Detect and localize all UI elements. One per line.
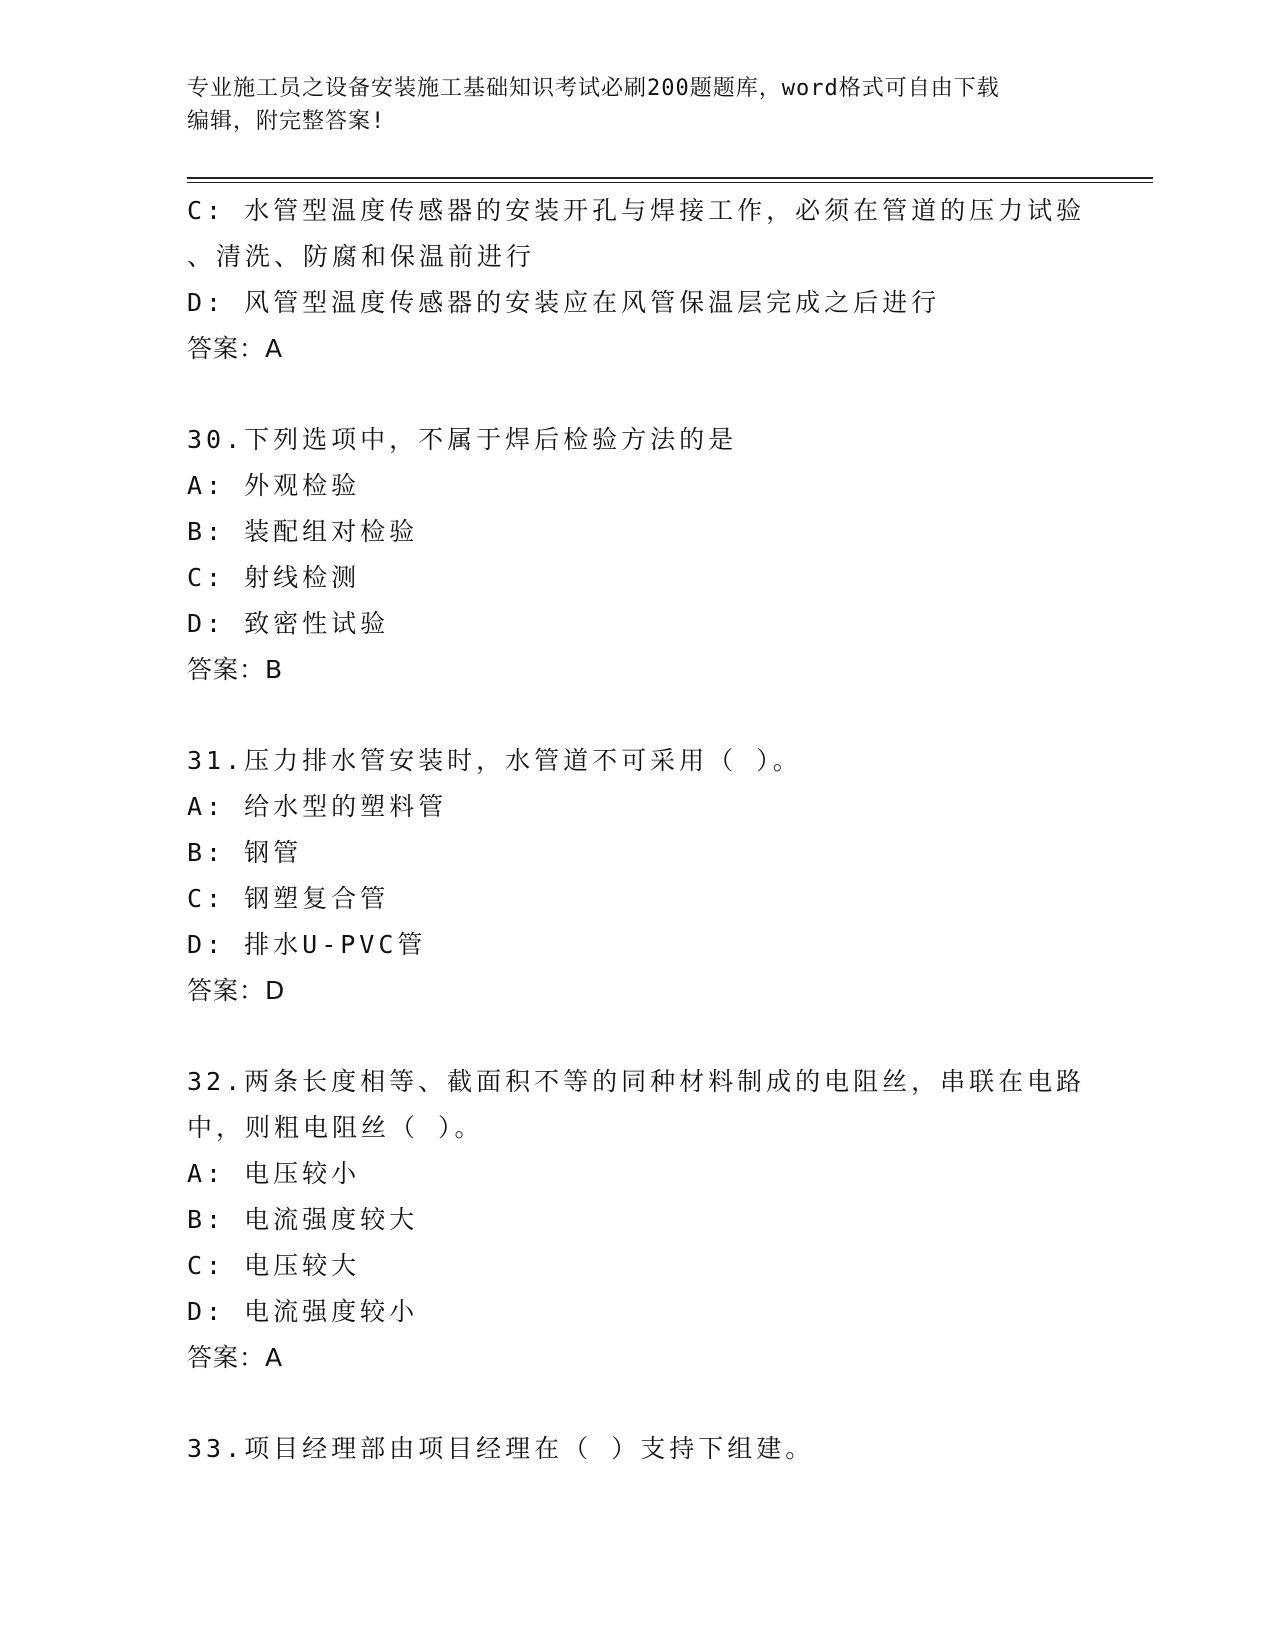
question-32 [187,1059,1087,1381]
answer: 答案：A [187,1343,284,1372]
option-a: A: 外观检验 [187,471,361,500]
question-31 [187,738,1087,1014]
question-29-continued [187,188,1087,372]
option-d: D: 致密性试验 [187,609,390,638]
option-d: D: 电流强度较小 [187,1297,419,1326]
header-divider-thin [187,182,1153,183]
question-stem: 30.下列选项中，不属于焊后检验方法的是 [187,425,738,454]
answer: 答案：D [187,976,286,1005]
question-stem: 33.项目经理部由项目经理在（ ）支持下组建。 [187,1434,815,1463]
option-b: B: 电流强度较大 [187,1205,419,1234]
header-divider-thick [187,177,1153,179]
question-stem-continued: 中，则粗电阻丝（ ）。 [187,1113,484,1142]
question-stem: 32.两条长度相等、截面积不等的同种材料制成的电阻丝，串联在电路 [187,1067,1086,1096]
question-30 [187,417,1087,693]
option-a: A: 电压较小 [187,1159,361,1188]
option-c-continued: 、清洗、防腐和保温前进行 [187,242,536,271]
option-c: C: 钢塑复合管 [187,884,390,913]
question-list [187,188,1087,1472]
option-c: C: 水管型温度传感器的安装开孔与焊接工作，必须在管道的压力试验 [187,196,1086,225]
answer: 答案：B [187,655,284,684]
answer: 答案：A [187,334,284,363]
option-d: D: 排水U-PVC管 [187,930,427,959]
question-stem: 31.压力排水管安装时，水管道不可采用（ ）。 [187,746,802,775]
option-c: C: 射线检测 [187,563,361,592]
header-line-1: 专业施工员之设备安装施工基础知识考试必刷200题题库，word格式可自由下载 [187,76,1000,101]
option-a: A: 给水型的塑料管 [187,792,448,821]
option-b: B: 钢管 [187,838,303,867]
option-b: B: 装配组对检验 [187,517,419,546]
question-33 [187,1426,1087,1472]
document-header [187,72,1087,138]
header-line-2: 编辑，附完整答案! [187,109,386,134]
option-c: C: 电压较大 [187,1251,361,1280]
option-d: D: 风管型温度传感器的安装应在风管保温层完成之后进行 [187,288,941,317]
